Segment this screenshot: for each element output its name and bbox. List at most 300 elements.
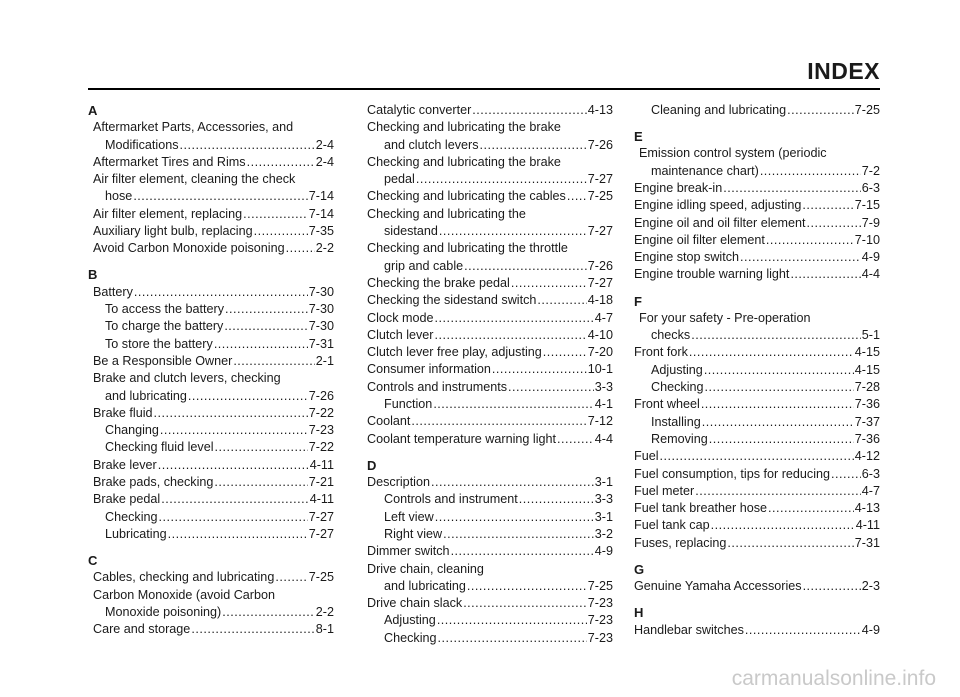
index-entry	[367, 630, 613, 647]
dot-leader	[480, 137, 587, 154]
section-letter: A	[88, 103, 98, 118]
index-entry	[634, 431, 880, 448]
page-ref: 7-23	[587, 596, 613, 611]
entry-text: Right view	[384, 526, 443, 541]
dot-leader	[134, 284, 308, 301]
page-ref: 7-21	[308, 475, 334, 490]
index-entry	[367, 102, 613, 119]
entry-text: Removing	[651, 431, 708, 446]
dot-leader	[702, 414, 854, 431]
dot-leader	[709, 431, 854, 448]
dot-leader	[660, 448, 854, 465]
page-title: INDEX	[807, 58, 880, 84]
dot-leader	[133, 188, 307, 205]
page-ref: 7-15	[854, 198, 880, 213]
page-ref: 7-2	[861, 163, 880, 178]
entry-text: To charge the battery	[105, 319, 224, 334]
entry-text: grip and cable	[384, 258, 464, 273]
entry-text: Care and storage	[93, 622, 191, 637]
page-ref: 7-36	[854, 397, 880, 412]
index-entry	[634, 266, 880, 283]
index-entry-heading	[88, 171, 334, 188]
dot-leader	[437, 612, 587, 629]
entry-text: Handlebar switches	[634, 622, 744, 637]
dot-leader	[416, 171, 587, 188]
dot-leader	[705, 379, 854, 396]
index-entry	[634, 414, 880, 431]
page-ref: 2-3	[861, 579, 880, 594]
index-entry	[88, 240, 334, 257]
entry-text: Fuel consumption, tips for reducing	[634, 466, 831, 481]
dot-leader	[439, 223, 587, 240]
index-entry	[367, 509, 613, 526]
index-entry	[367, 491, 613, 508]
page-ref: 7-30	[308, 284, 334, 299]
page-ref: 4-7	[861, 483, 880, 498]
entry-text: Engine trouble warning light	[634, 267, 790, 282]
entry-text: Adjusting	[651, 362, 703, 377]
entry-text: Engine idling speed, adjusting	[634, 198, 802, 213]
entry-text: sidestand	[384, 224, 438, 239]
entry-text: hose	[105, 189, 133, 204]
index-entry	[634, 327, 880, 344]
page-ref: 2-2	[315, 241, 334, 256]
index-entry	[634, 344, 880, 361]
index-entry	[88, 223, 334, 240]
entry-text: Coolant temperature warning light	[367, 431, 557, 446]
index-entry	[367, 258, 613, 275]
entry-text: Installing	[651, 414, 701, 429]
index-entry	[367, 543, 613, 560]
page-ref: 6-3	[861, 466, 880, 481]
entry-text: Aftermarket Parts, Accessories, and	[93, 120, 294, 135]
page-ref: 4-9	[861, 250, 880, 265]
page-ref: 7-27	[587, 224, 613, 239]
page-ref: 4-15	[854, 362, 880, 377]
dot-leader	[704, 362, 854, 379]
entry-text: Battery	[93, 284, 133, 299]
page-ref: 5-1	[861, 328, 880, 343]
page-ref: 7-27	[587, 172, 613, 187]
entry-text: Fuel tank cap	[634, 518, 710, 533]
entry-text: Lubricating	[105, 526, 167, 541]
index-entry	[634, 483, 880, 500]
page-ref: 7-23	[587, 613, 613, 628]
entry-text: Function	[384, 397, 433, 412]
dot-leader	[215, 439, 308, 456]
page-ref: 7-25	[587, 189, 613, 204]
page-ref: 7-26	[308, 388, 334, 403]
dot-leader	[463, 595, 587, 612]
page-ref: 7-31	[308, 336, 334, 351]
entry-text: Avoid Carbon Monoxide poisoning	[93, 241, 285, 256]
entry-text: Controls and instrument	[384, 492, 518, 507]
dot-leader	[492, 361, 587, 378]
index-entry	[634, 379, 880, 396]
dot-leader	[433, 396, 593, 413]
page-ref: 7-22	[308, 440, 334, 455]
index-entry	[88, 318, 334, 335]
index-entry	[367, 223, 613, 240]
entry-text: Fuses, replacing	[634, 535, 727, 550]
entry-text: Be a Responsible Owner	[93, 353, 233, 368]
page-ref: 7-10	[854, 232, 880, 247]
dot-leader	[537, 292, 586, 309]
dot-leader	[701, 396, 854, 413]
entry-text: Checking	[384, 630, 437, 645]
section-letter: H	[634, 605, 644, 621]
index-entry	[367, 275, 613, 292]
entry-text: Drive chain slack	[367, 596, 463, 611]
index-entry	[367, 474, 613, 491]
dot-leader	[807, 215, 861, 232]
entry-text: Emission control system (periodic	[639, 146, 827, 161]
index-entry	[367, 379, 613, 396]
index-entry	[634, 517, 880, 534]
index-entry	[88, 154, 334, 171]
page-ref: 7-25	[308, 570, 334, 585]
index-entry	[88, 206, 334, 223]
page-ref: 7-28	[854, 380, 880, 395]
index-entry	[367, 292, 613, 309]
dot-leader	[188, 388, 308, 405]
page-ref: 4-12	[854, 449, 880, 464]
entry-text: Controls and instruments	[367, 379, 507, 394]
entry-text: Catalytic converter	[367, 103, 472, 117]
entry-text: and clutch levers	[384, 137, 479, 152]
page-ref: 7-30	[308, 302, 334, 317]
index-entry-heading	[88, 587, 334, 604]
page-ref: 3-1	[594, 475, 613, 490]
index-entry	[88, 284, 334, 301]
dot-leader	[727, 535, 853, 552]
index-entry	[634, 163, 880, 180]
dot-leader	[411, 413, 586, 430]
entry-text: Coolant	[367, 414, 411, 429]
dot-leader	[464, 258, 587, 275]
page-ref: 8-1	[315, 622, 334, 637]
page-ref: 7-26	[587, 137, 613, 152]
dot-leader	[695, 483, 861, 500]
dot-leader	[511, 275, 587, 292]
page-ref: 7-23	[587, 630, 613, 645]
entry-text: Brake pedal	[93, 492, 161, 507]
index-entry	[634, 500, 880, 517]
entry-text: Checking and lubricating the	[367, 206, 526, 221]
index-entry	[367, 396, 613, 413]
page-ref: 4-11	[309, 457, 334, 472]
index-entry	[634, 180, 880, 197]
index-entry	[367, 344, 613, 361]
entry-text: Consumer information	[367, 362, 491, 377]
entry-text: Cables, checking and lubricating	[93, 570, 275, 585]
entry-text: Front wheel	[634, 397, 700, 412]
dot-leader	[158, 457, 309, 474]
index-entry-heading	[367, 154, 613, 171]
index-column-1	[88, 102, 334, 639]
page-ref: 7-22	[308, 405, 334, 420]
entry-text: Checking	[651, 380, 704, 395]
dot-leader	[802, 197, 853, 214]
index-entry	[88, 457, 334, 474]
page-ref: 7-27	[308, 509, 334, 524]
index-entry	[367, 188, 613, 205]
entry-text: Engine oil filter element	[634, 232, 765, 247]
index-entry	[88, 336, 334, 353]
dot-leader	[689, 344, 854, 361]
entry-text: and lubricating	[384, 578, 466, 593]
index-entry-heading	[367, 119, 613, 136]
dot-leader	[180, 137, 315, 154]
index-entry	[88, 621, 334, 638]
page-ref: 3-1	[594, 509, 613, 524]
index-entry	[367, 327, 613, 344]
dot-leader	[543, 344, 587, 361]
dot-leader	[766, 232, 854, 249]
entry-text: pedal	[384, 172, 415, 187]
index-entry	[88, 301, 334, 318]
dot-leader	[247, 154, 315, 171]
page-ref: 7-25	[587, 578, 613, 593]
index-entry	[88, 526, 334, 543]
entry-text: Carbon Monoxide (avoid Carbon	[93, 587, 276, 602]
dot-leader	[451, 543, 594, 560]
dot-leader	[831, 466, 861, 483]
dot-leader	[286, 240, 315, 257]
section-letter: G	[634, 561, 645, 577]
watermark: carmanualsonline.info	[731, 667, 936, 690]
entry-text: Front fork	[634, 345, 688, 360]
dot-leader	[508, 379, 594, 396]
index-column-2	[367, 102, 613, 647]
dot-leader	[435, 509, 594, 526]
index-entry-heading	[367, 206, 613, 223]
dot-leader	[159, 509, 308, 526]
index-entry	[634, 535, 880, 552]
index-entry	[367, 361, 613, 378]
entry-text: Checking and lubricating the cables	[367, 189, 566, 204]
entry-text: Dimmer switch	[367, 544, 450, 559]
index-entry	[634, 448, 880, 465]
title-rule	[88, 88, 880, 90]
index-entry-heading	[88, 119, 334, 136]
index-entry	[88, 388, 334, 405]
entry-text: Cleaning and lubricating	[651, 103, 787, 117]
page-ref: 7-26	[587, 258, 613, 273]
page-ref: 4-15	[854, 345, 880, 360]
entry-text: Clutch lever free play, adjusting	[367, 345, 542, 360]
entry-text: Checking and lubricating the brake	[367, 120, 561, 135]
page-ref: 4-10	[587, 327, 613, 342]
dot-leader	[723, 180, 861, 197]
page-ref: 3-2	[594, 526, 613, 541]
page-ref: 4-7	[594, 310, 613, 325]
index-entry	[634, 466, 880, 483]
entry-text: For your safety - Pre-operation	[639, 310, 811, 325]
entry-text: Engine oil and oil filter element	[634, 215, 806, 230]
page-ref: 7-9	[861, 215, 880, 230]
dot-leader	[711, 517, 855, 534]
index-entry-heading	[367, 561, 613, 578]
entry-text: Clutch lever	[367, 327, 434, 342]
dot-leader	[222, 604, 315, 621]
index-entry	[634, 249, 880, 266]
entry-text: Checking	[105, 509, 158, 524]
section-letter: D	[367, 457, 377, 473]
dot-leader	[438, 630, 587, 647]
index-entry	[88, 137, 334, 154]
page-ref: 4-11	[855, 518, 880, 533]
dot-leader	[161, 491, 309, 508]
index-entry	[634, 232, 880, 249]
page-ref: 7-31	[854, 535, 880, 550]
page-ref: 7-27	[587, 275, 613, 290]
index-entry-heading	[634, 145, 880, 162]
index-entry	[88, 439, 334, 456]
page-ref: 7-35	[308, 224, 334, 239]
dot-leader	[435, 310, 594, 327]
dot-leader	[168, 526, 308, 543]
page-ref: 7-27	[308, 526, 334, 541]
dot-leader	[214, 474, 307, 491]
dot-leader	[472, 102, 586, 119]
entry-text: Checking fluid level	[105, 440, 214, 455]
index-entry	[88, 474, 334, 491]
section-letter: F	[634, 293, 642, 309]
page-ref: 7-36	[854, 431, 880, 446]
index-entry	[367, 578, 613, 595]
page-ref: 7-30	[308, 319, 334, 334]
entry-text: Engine stop switch	[634, 250, 740, 265]
page-ref: 7-14	[308, 206, 334, 221]
entry-text: Clock mode	[367, 310, 434, 325]
page-ref: 4-13	[854, 501, 880, 516]
page-ref: 4-13	[587, 103, 613, 117]
entry-text: Description	[367, 475, 430, 490]
entry-text: Adjusting	[384, 613, 436, 628]
page-ref: 2-4	[315, 154, 334, 169]
index-entry	[367, 310, 613, 327]
entry-text: Left view	[384, 509, 434, 524]
index-entry	[367, 612, 613, 629]
page-ref: 7-20	[587, 345, 613, 360]
dot-leader	[745, 622, 861, 639]
page-ref: 3-3	[594, 492, 613, 507]
index-entry	[88, 188, 334, 205]
dot-leader	[224, 318, 307, 335]
dot-leader	[567, 188, 587, 205]
page-ref: 4-18	[587, 293, 613, 308]
index-entry	[367, 137, 613, 154]
page-ref: 7-25	[854, 103, 880, 117]
section-letter: C	[88, 553, 98, 569]
dot-leader	[740, 249, 861, 266]
dot-leader	[275, 569, 307, 586]
dot-leader	[790, 266, 860, 283]
entry-text: Air filter element, replacing	[93, 206, 243, 221]
page-ref: 3-3	[594, 379, 613, 394]
dot-leader	[160, 422, 308, 439]
index-entry	[634, 396, 880, 413]
entry-text: Fuel meter	[634, 483, 695, 498]
page-ref: 2-2	[315, 604, 334, 619]
entry-text: Monoxide poisoning)	[105, 604, 222, 619]
dot-leader	[254, 223, 308, 240]
index-entry	[634, 215, 880, 232]
entry-text: Checking the sidestand switch	[367, 293, 537, 308]
entry-text: Air filter element, cleaning the check	[93, 172, 296, 187]
dot-leader	[803, 578, 861, 595]
dot-leader	[467, 578, 587, 595]
entry-text: Brake lever	[93, 457, 157, 472]
dot-leader	[443, 526, 594, 543]
dot-leader	[435, 327, 587, 344]
index-entry	[88, 604, 334, 621]
page-ref: 2-4	[315, 137, 334, 152]
page-ref: 7-12	[587, 414, 613, 429]
entry-text: Checking the brake pedal	[367, 275, 510, 290]
section-letter: E	[634, 129, 643, 145]
page-ref: 2-1	[315, 353, 334, 368]
entry-text: maintenance chart)	[651, 163, 759, 178]
page-ref: 4-1	[594, 397, 613, 412]
page-ref: 7-37	[854, 414, 880, 429]
entry-text: To access the battery	[105, 302, 225, 317]
dot-leader	[233, 353, 314, 370]
page-ref: 4-4	[861, 267, 880, 282]
entry-text: Aftermarket Tires and Rims	[93, 154, 246, 169]
entry-text: Auxiliary light bulb, replacing	[93, 224, 253, 239]
entry-text: Drive chain, cleaning	[367, 561, 484, 576]
entry-text: and lubricating	[105, 388, 187, 403]
entry-text: To store the battery	[105, 336, 213, 351]
page-ref: 6-3	[861, 180, 880, 195]
index-entry	[367, 171, 613, 188]
index-entry	[367, 526, 613, 543]
index-entry	[634, 362, 880, 379]
index-entry	[367, 431, 613, 448]
dot-leader	[519, 491, 594, 508]
index-entry	[88, 569, 334, 586]
index-entry	[634, 622, 880, 639]
page-ref: 4-9	[861, 622, 880, 637]
page-ref: 7-14	[308, 189, 334, 204]
dot-leader	[557, 431, 594, 448]
page-ref: 4-9	[594, 544, 613, 559]
entry-text: Changing	[105, 423, 159, 438]
entry-text: Fuel	[634, 449, 659, 464]
entry-text: Checking and lubricating the brake	[367, 154, 561, 169]
entry-text: Fuel tank breather hose	[634, 501, 768, 516]
dot-leader	[154, 405, 308, 422]
index-entry	[634, 197, 880, 214]
index-entry	[367, 595, 613, 612]
entry-text: checks	[651, 328, 691, 343]
index-entry-heading	[634, 310, 880, 327]
dot-leader	[768, 500, 854, 517]
index-entry-heading	[88, 370, 334, 387]
index-entry	[88, 491, 334, 508]
index-column-3	[634, 102, 880, 639]
dot-leader	[760, 163, 861, 180]
index-entry	[634, 578, 880, 595]
entry-text: Checking and lubricating the throttle	[367, 241, 568, 256]
dot-leader	[243, 206, 308, 223]
dot-leader	[691, 327, 861, 344]
page-ref: 7-23	[308, 423, 334, 438]
dot-leader	[214, 336, 308, 353]
entry-text: Brake and clutch levers, checking	[93, 371, 281, 386]
